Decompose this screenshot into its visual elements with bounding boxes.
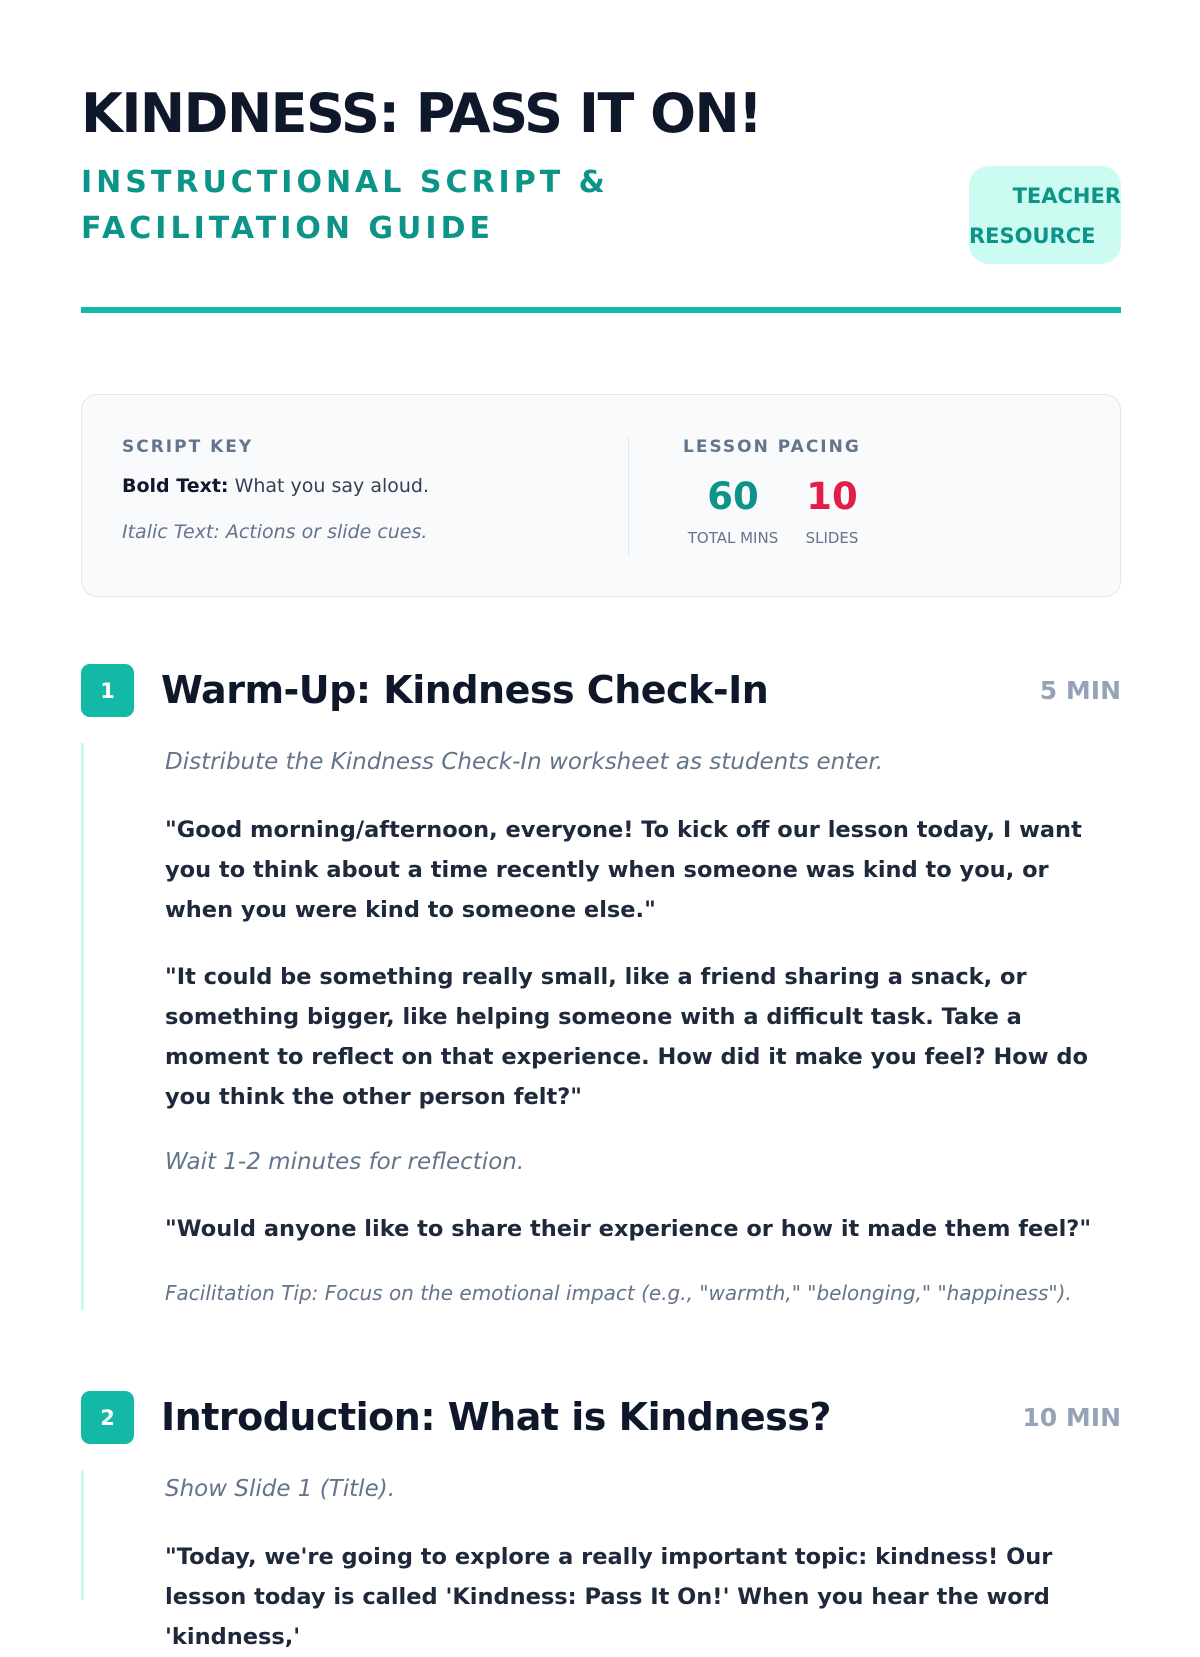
action-cue: Distribute the Kindness Check-In worksheet as students enter.: [165, 749, 884, 775]
document-subtitle: INSTRUCTIONAL SCRIPT & FACILITATION GUIDE: [81, 165, 609, 246]
script-key-bold-term: Bold Text:: [122, 475, 229, 497]
header-divider: [81, 307, 1121, 313]
spoken-script: "It could be something really small, like a friend sharing a snack, or something bigger, like helping someone with a difficult task. Take a moment to reflect on that experience. How did it make you feel? How do you think the other person felt?": [165, 964, 1088, 1110]
action-cue: Wait 1-2 minutes for reflection.: [165, 1149, 525, 1175]
spoken-script: "Today, we're going to explore a really important topic: kindness! Our lesson today is called 'Kindness: Pass It On!' When you hear the word 'kindness,': [165, 1544, 1053, 1650]
spoken-script: "Good morning/afternoon, everyone! To kick off our lesson today, I want you to think about a time recently when someone was kind to you, or when you were kind to someone else.": [165, 817, 1082, 923]
teacher-resource-badge-text: [969, 176, 1121, 256]
section-title: Introduction: What is Kindness?: [161, 1395, 831, 1439]
facilitation-tip: Facilitation Tip: Focus on the emotional impact (e.g., "warmth," "belonging," "happiness").: [165, 1281, 1072, 1305]
action-cue: Show Slide 1 (Title).: [165, 1476, 396, 1502]
section-duration: 10 MIN: [1022, 1403, 1121, 1432]
script-key-bold-desc: What you say aloud.: [234, 475, 430, 497]
document-title: KINDNESS: PASS IT ON!: [81, 82, 762, 145]
spoken-script: "Would anyone like to share their experience or how it made them feel?": [165, 1216, 1092, 1242]
script-key-bold-line: [122, 475, 429, 497]
document-page: [81, 0, 1121, 1650]
key-panel-divider: [628, 437, 629, 557]
section-accent-bar: [81, 743, 84, 1310]
total-mins-label: TOTAL MINS: [687, 529, 779, 547]
section-accent-bar: [81, 1470, 84, 1600]
section-number-badge: 1: [81, 664, 134, 717]
total-mins-value: 60: [707, 475, 759, 518]
badge-line-2: RESOURCE: [969, 224, 1096, 248]
section-title: Warm-Up: Kindness Check-In: [161, 668, 769, 712]
section-duration: 5 MIN: [1039, 676, 1121, 705]
slides-label: SLIDES: [805, 529, 859, 547]
section-number-badge: 2: [81, 1391, 134, 1444]
slides-value: 10: [806, 475, 858, 518]
script-key-label: SCRIPT KEY: [122, 437, 254, 457]
lesson-pacing-label: LESSON PACING: [683, 437, 861, 457]
script-key-panel: [81, 394, 1121, 597]
badge-line-1: TEACHER: [1012, 184, 1121, 208]
script-key-italic-line: Italic Text: Actions or slide cues.: [122, 521, 428, 543]
